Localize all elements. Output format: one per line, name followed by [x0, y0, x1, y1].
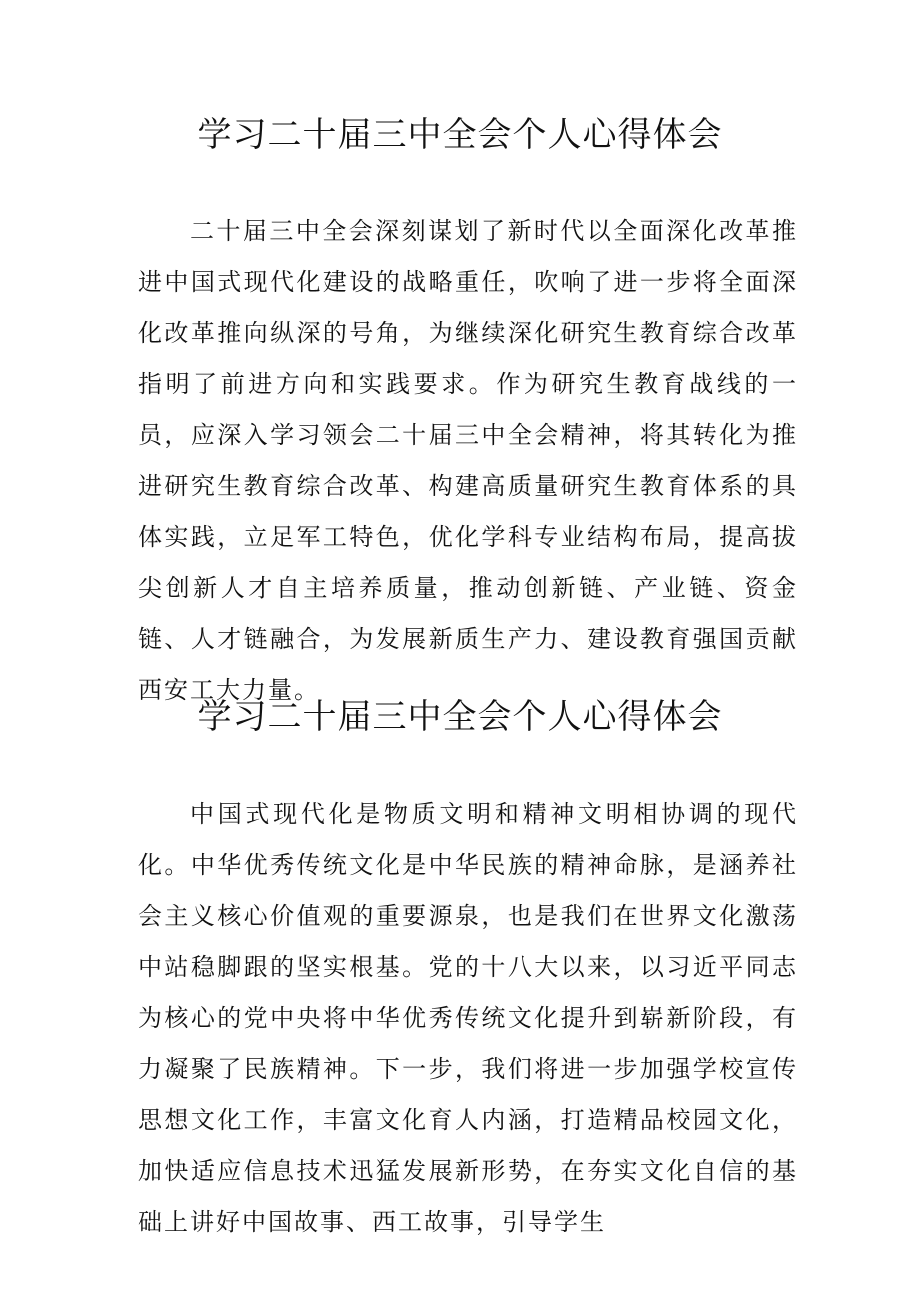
section-2-paragraph: 中国式现代化是物质文明和精神文明相协调的现代化。中华优秀传统文化是中华民族的精神命脉，是涵养社会主义核心价值观的重要源泉，也是我们在世界文化激荡中站稳脚跟的坚实根基。党的十八大以来，以习近平同志为核心的党中央将中华优秀传统文化提升到崭新阶段，有力凝聚了民族精神。下一步，我们将进一步加强学校宣传思想文化工作，丰富文化育人内涵，打造精品校园文化，加快适应信息技术迅猛发展新形势，在夯实文化自信的基础上讲好中国故事、西工故事，引导学生 [138, 800, 798, 1236]
section-1-title: 学习二十届三中全会个人心得体会 [197, 115, 723, 155]
section-1-paragraph: 二十届三中全会深刻谋划了新时代以全面深化改革推进中国式现代化建设的战略重任，吹响了进一步将全面深化改革推向纵深的号角，为继续深化研究生教育综合改革指明了前进方向和实践要求。作为研究生教育战线的一员，应深入学习领会二十届三中全会精神，将其转化为推进研究生教育综合改革、构建高质量研究生教育体系的具体实践，立足军工特色，优化学科专业结构布局，提高拔尖创新人才自主培养质量，推动创新链、产业链、资金链、人才链融合，为发展新质生产力、建设教育强国贡献西安工大力量。 [138, 217, 798, 704]
section-2-title: 学习二十届三中全会个人心得体会 [197, 697, 723, 737]
